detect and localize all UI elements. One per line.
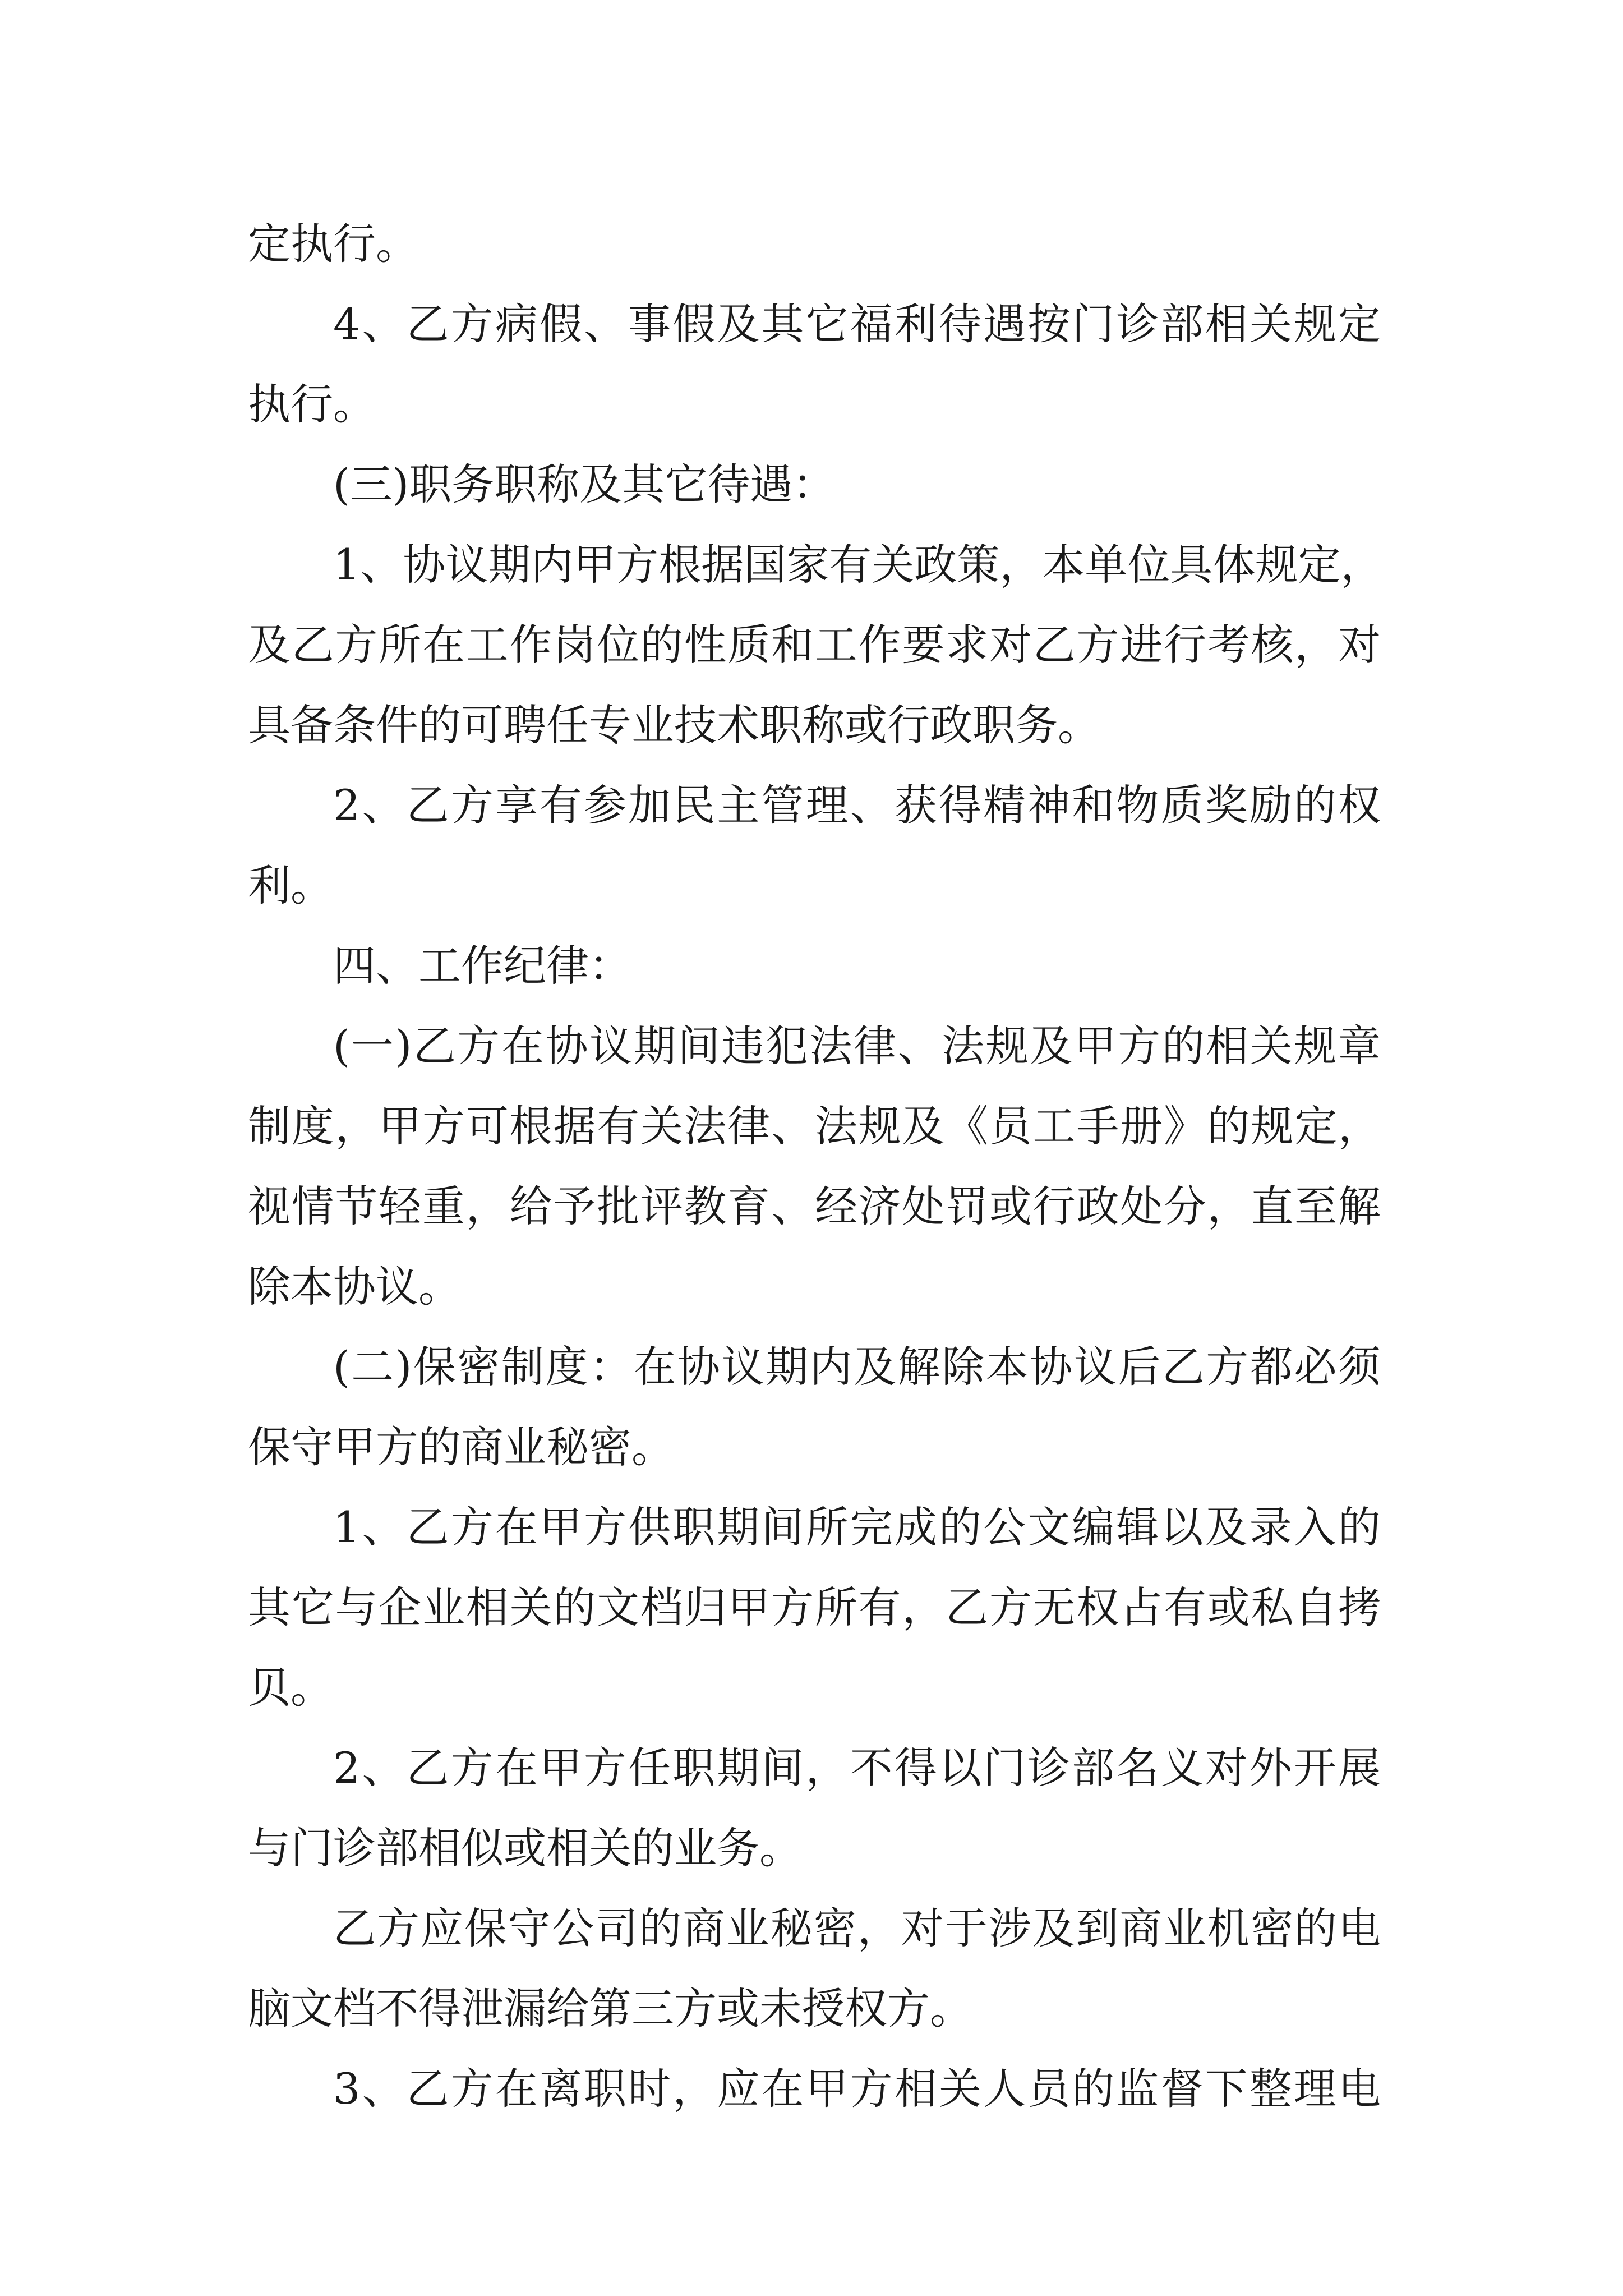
text-line-12: 制度，甲方可根据有关法律、法规及《员工手册》的规定，: [248, 1101, 1381, 1151]
text-line-3: 执行。: [248, 379, 376, 429]
text-line-22: 乙方应保守公司的商业秘密，对于涉及到商业机密的电: [333, 1903, 1381, 1953]
text-line-16: 保守甲方的商业秘密。: [248, 1422, 674, 1472]
text-line-8: 2、乙方享有参加民主管理、获得精神和物质奖励的权: [333, 780, 1381, 830]
text-line-20: 2、乙方在甲方任职期间，不得以门诊部名义对外开展: [333, 1743, 1381, 1793]
text-line-5: 1、协议期内甲方根据国家有关政策，本单位具体规定，: [333, 540, 1384, 590]
text-line-18: 其它与企业相关的文档归甲方所有，乙方无权占有或私自拷: [248, 1582, 1381, 1632]
text-line-23: 脑文档不得泄漏给第三方或未授权方。: [248, 1984, 972, 2033]
text-line-6: 及乙方所在工作岗位的性质和工作要求对乙方进行考核，对: [248, 620, 1381, 670]
text-line-21: 与门诊部相似或相关的业务。: [248, 1823, 802, 1873]
text-line-1: 定执行。: [248, 219, 418, 269]
section-heading-4: 四、工作纪律：: [333, 941, 631, 991]
text-line-15: (二)保密制度：在协议期内及解除本协议后乙方都必须: [333, 1342, 1381, 1392]
text-line-11: (一)乙方在协议期间违犯法律、法规及甲方的相关规章: [333, 1021, 1381, 1071]
text-line-14: 除本协议。: [248, 1262, 461, 1312]
text-line-24: 3、乙方在离职时，应在甲方相关人员的监督下整理电: [333, 2064, 1381, 2114]
text-line-2: 4、乙方病假、事假及其它福利待遇按门诊部相关规定: [333, 299, 1381, 349]
section-heading-3: (三)职务职称及其它待遇：: [333, 459, 836, 509]
text-line-19: 贝。: [248, 1663, 333, 1713]
text-line-9: 利。: [248, 861, 333, 910]
text-line-13: 视情节轻重，给予批评教育、经济处罚或行政处分，直至解: [248, 1181, 1381, 1231]
text-line-7: 具备条件的可聘任专业技术职称或行政职务。: [248, 700, 1100, 750]
text-line-17: 1、乙方在甲方供职期间所完成的公文编辑以及录入的: [333, 1502, 1381, 1552]
